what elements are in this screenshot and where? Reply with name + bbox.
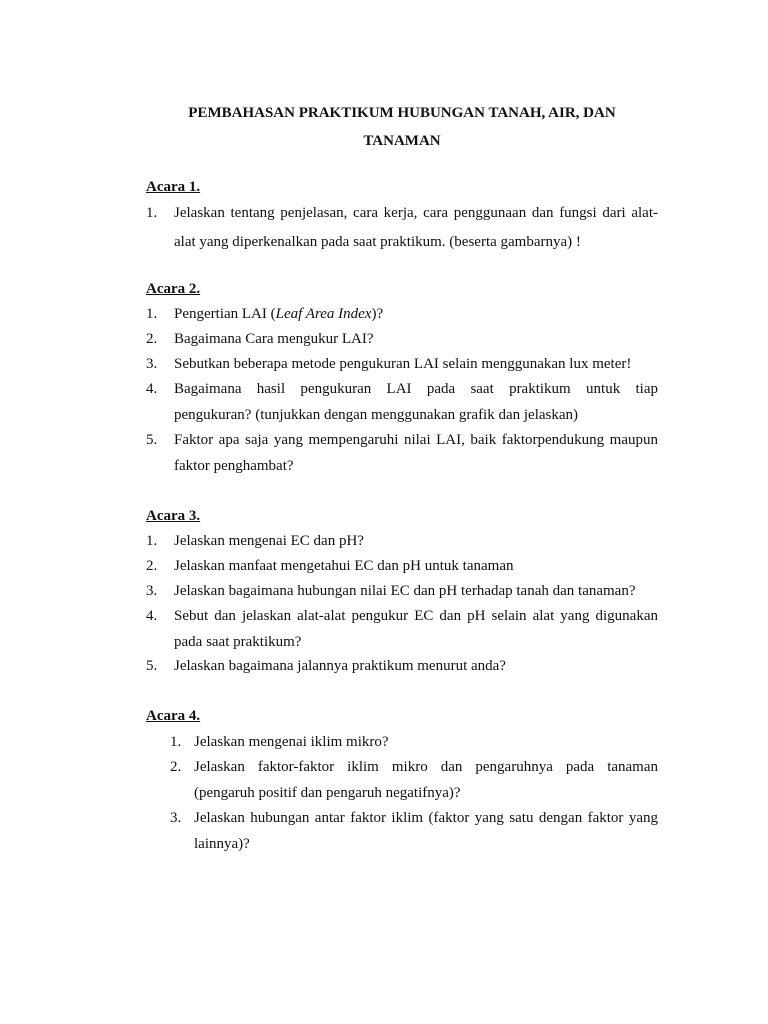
- acara-2-item-4-line-1: Bagaimana hasil pengukuran LAI pada saat praktikum untuk tiap: [174, 381, 658, 397]
- acara-4-item-3-line-1: Jelaskan hubungan antar faktor iklim (faktor yang satu dengan faktor yang: [194, 810, 658, 826]
- acara-2-item-5-line-2: faktor penghambat?: [174, 458, 294, 474]
- acara-3-item-4-line-1: Sebut dan jelaskan alat-alat pengukur EC dan pH selain alat yang digunakan: [174, 608, 658, 624]
- document-title-line-1: PEMBAHASAN PRAKTIKUM HUBUNGAN TANAH, AIR, DAN: [188, 105, 616, 121]
- acara-3-item-3-line-1: Jelaskan bagaimana hubungan nilai EC dan pH terhadap tanah dan tanaman?: [174, 583, 636, 599]
- acara-2-item-5-number: 5.: [146, 432, 158, 448]
- acara-2-item-3-number: 3.: [146, 356, 158, 372]
- acara-3-heading: Acara 3.: [146, 508, 201, 524]
- acara-1-item-1-line-2: alat yang diperkenalkan pada saat praktikum. (beserta gambarnya) !: [174, 234, 581, 250]
- acara-4-item-1-number: 1.: [170, 734, 182, 750]
- acara-2-heading: Acara 2.: [146, 281, 201, 297]
- acara-3-item-4-number: 4.: [146, 608, 158, 624]
- acara-2-item-1-suffix: )?: [371, 306, 384, 322]
- acara-3-item-2-number: 2.: [146, 558, 158, 574]
- acara-4-item-2-number: 2.: [170, 759, 182, 775]
- acara-4-item-1-line-1: Jelaskan mengenai iklim mikro?: [194, 734, 389, 750]
- acara-2-item-4-line-2: pengukuran? (tunjukkan dengan menggunakan grafik dan jelaskan): [174, 407, 579, 423]
- acara-3-item-3-number: 3.: [146, 583, 158, 599]
- acara-3-item-5-line-1: Jelaskan bagaimana jalannya praktikum menurut anda?: [174, 658, 506, 674]
- acara-3-item-4-line-2: pada saat praktikum?: [174, 634, 302, 650]
- acara-3-item-1-number: 1.: [146, 533, 158, 549]
- acara-2-item-4-number: 4.: [146, 381, 158, 397]
- acara-2-item-2-number: 2.: [146, 331, 158, 347]
- acara-1-item-1-line-1: Jelaskan tentang penjelasan, cara kerja, cara penggunaan dan fungsi dari alat-: [174, 205, 658, 221]
- acara-2-item-3-line-1: Sebutkan beberapa metode pengukuran LAI selain menggunakan lux meter!: [174, 356, 632, 372]
- acara-3-item-1-line-1: Jelaskan mengenai EC dan pH?: [174, 533, 364, 549]
- acara-4-item-3-number: 3.: [170, 810, 182, 826]
- acara-2-item-5-line-1: Faktor apa saja yang mempengaruhi nilai LAI, baik faktorpendukung maupun: [174, 432, 658, 448]
- document-title-line-2: TANAMAN: [363, 133, 441, 149]
- acara-4-item-2-line-1: Jelaskan faktor-faktor iklim mikro dan pengaruhnya pada tanaman: [194, 759, 658, 775]
- acara-2-item-2-line-1: Bagaimana Cara mengukur LAI?: [174, 331, 374, 347]
- acara-1-item-1-number: 1.: [146, 205, 158, 221]
- acara-3-item-2-line-1: Jelaskan manfaat mengetahui EC dan pH untuk tanaman: [174, 558, 514, 574]
- acara-3-item-5-number: 5.: [146, 658, 158, 674]
- acara-2-item-1-number: 1.: [146, 306, 158, 322]
- acara-4-heading: Acara 4.: [146, 708, 201, 724]
- acara-2-item-1-text: [174, 304, 383, 324]
- acara-1-heading: Acara 1.: [146, 179, 201, 195]
- acara-4-item-2-line-2: (pengaruh positif dan pengaruh negatifnya)?: [194, 785, 461, 801]
- acara-2-item-1-italic-term: Leaf Area Index: [275, 306, 372, 322]
- acara-2-item-1-prefix: Pengertian LAI (: [174, 306, 276, 322]
- acara-4-item-3-line-2: lainnya)?: [194, 836, 250, 852]
